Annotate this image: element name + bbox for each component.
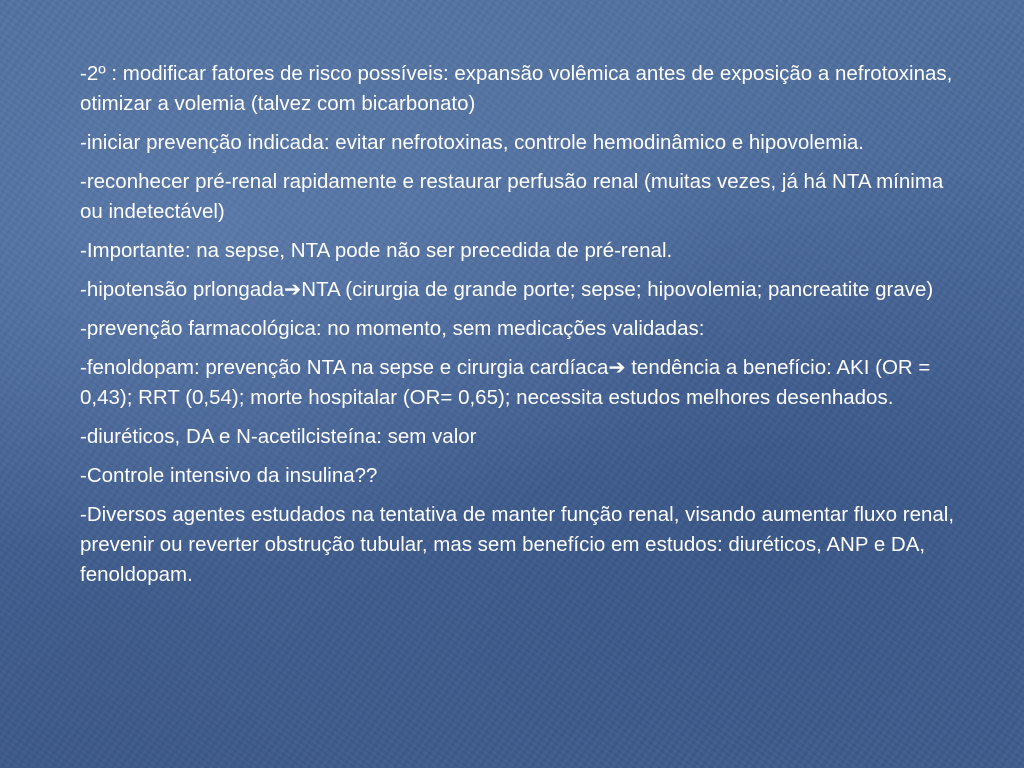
slide-body xyxy=(80,59,960,599)
bullet-diversos-agentes: -Diversos agentes estudados na tentativa de manter função renal, visando aumentar fluxo renal, prevenir ou reverter obstrução tubular, mas sem benefício em estudos: diuréticos, ANP e DA, fenoldopam. xyxy=(80,503,955,586)
bullet-iniciar-prevencao: -iniciar prevenção indicada: evitar nefrotoxinas, controle hemodinâmico e hipovolemia. xyxy=(80,131,864,154)
bullet-prevencao-farmacologica: -prevenção farmacológica: no momento, sem medicações validadas: xyxy=(80,317,705,340)
bullet-reconhecer-pre-renal: -reconhecer pré-renal rapidamente e restaurar perfusão renal (muitas vezes, já há NTA mínima ou indetectável) xyxy=(80,170,944,223)
bullet-importante-sepse: -Importante: na sepse, NTA pode não ser precedida de pré-renal. xyxy=(80,239,673,262)
bullet-diureticos: -diuréticos, DA e N-acetilcisteína: sem valor xyxy=(80,425,477,448)
bullet-controle-insulina: -Controle intensivo da insulina?? xyxy=(80,464,378,487)
bullet-hipotensao: -hipotensão prlongada➔NTA (cirurgia de grande porte; sepse; hipovolemia; pancreatite grave) xyxy=(80,278,934,301)
bullet-modificar-fatores: -2º : modificar fatores de risco possíveis: expansão volêmica antes de exposição a nefrotoxinas, otimizar a volemia (talvez com bicarbonato) xyxy=(80,62,953,115)
bullet-fenoldopam: -fenoldopam: prevenção NTA na sepse e cirurgia cardíaca➔ tendência a benefício: AKI (OR = 0,43); RRT (0,54); morte hospitalar (OR= 0,65); necessita estudos melhores desenhados. xyxy=(80,356,931,409)
